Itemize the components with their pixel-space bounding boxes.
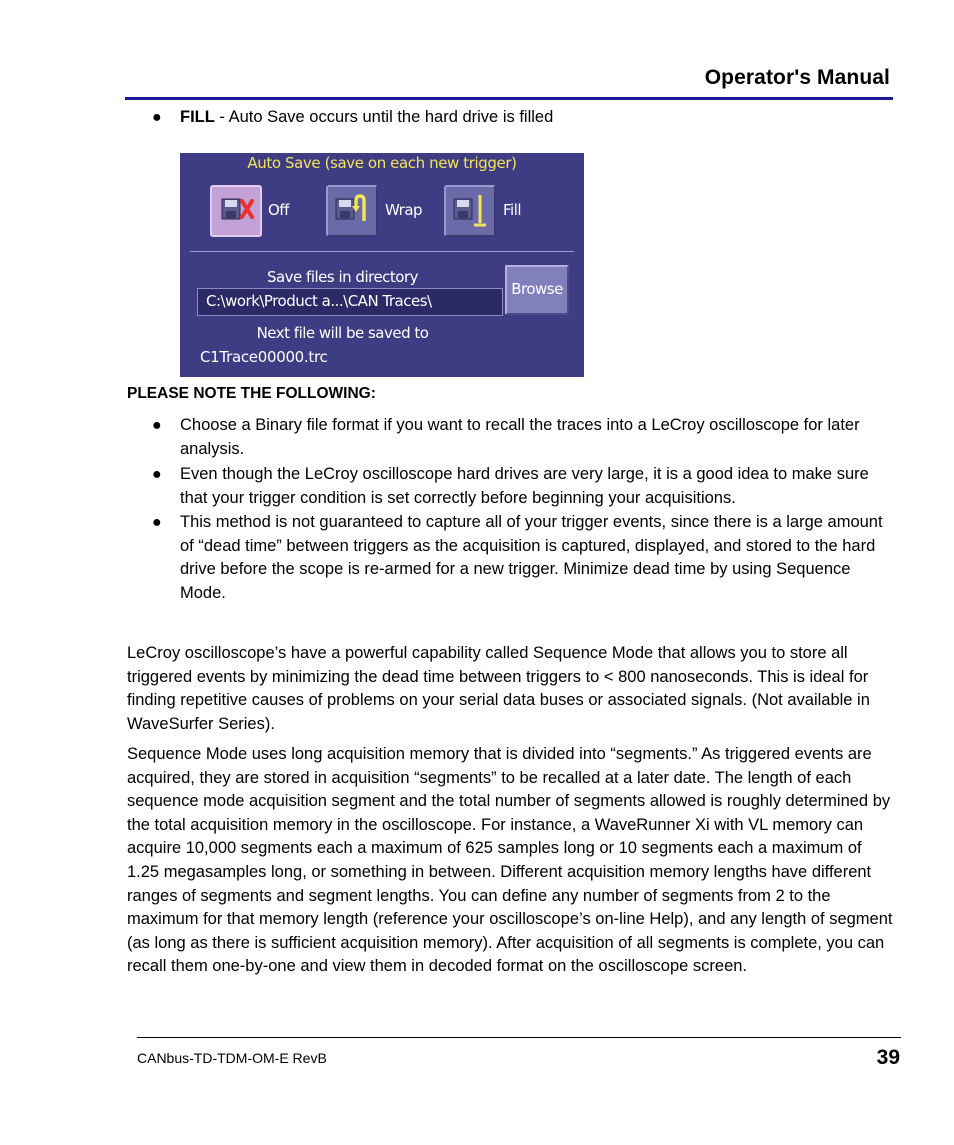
save-disk-wrap-icon	[328, 187, 376, 235]
auto-save-fill-label: Fill	[503, 201, 522, 219]
next-file-value: C1Trace00000.trc	[200, 348, 328, 366]
bullet-dot: ●	[152, 417, 162, 434]
auto-save-wrap-button[interactable]	[326, 185, 378, 237]
footer-rule	[137, 1037, 901, 1038]
header-rule	[125, 97, 893, 100]
auto-save-fill-button[interactable]	[444, 185, 496, 237]
fill-term: FILL	[180, 108, 215, 126]
header-title: Operator's Manual	[704, 66, 890, 89]
auto-save-panel	[180, 153, 584, 377]
auto-save-wrap-label: Wrap	[385, 201, 423, 219]
save-directory-label: Save files in directory	[266, 268, 419, 286]
next-file-label: Next file will be saved to	[256, 324, 429, 342]
paragraph: LeCroy oscilloscope’s have a powerful capability called Sequence Mode that allows you to store all triggered events by minimizing the dead time between triggers to < 800 nanoseconds. This is ideal for finding repetitive causes of problems on your serial data buses or associated signals. (Not available in WaveSurfer Series).	[127, 644, 870, 733]
save-directory-field[interactable]: C:\work\Product a...\CAN Traces\	[197, 288, 503, 316]
bullet-dot: ●	[152, 466, 162, 483]
save-disk-fill-icon	[446, 187, 494, 235]
page-number: 39	[876, 1046, 900, 1069]
bullet-dot: ●	[152, 514, 162, 531]
browse-button[interactable]: Browse	[505, 265, 569, 315]
note-text: Even though the LeCroy oscilloscope hard drives are very large, it is a good idea to make sure that your trigger condition is set correctly before beginning your acquisitions.	[180, 465, 869, 507]
auto-save-off-button[interactable]	[210, 185, 262, 237]
note-text: This method is not guaranteed to capture all of your trigger events, since there is a large amount of “dead time” between triggers as the acquisition is captured, displayed, and stored to the hard drive before the scope is re-armed for a new trigger. Minimize dead time by using Sequence Mode.	[180, 513, 883, 602]
note-heading: PLEASE NOTE THE FOLLOWING:	[127, 385, 376, 402]
note-text: Choose a Binary file format if you want to recall the traces into a LeCroy oscilloscope for later analysis.	[180, 416, 860, 458]
auto-save-title: Auto Save (save on each new trigger)	[247, 154, 517, 172]
paragraph: Sequence Mode uses long acquisition memory that is divided into “segments.” As triggered events are acquired, they are stored in acquisition “segments” to be recalled at a later date. The length of each sequence mode acquisition segment and the total number of segments allowed is roughly determined by the total acquisition memory in the oscilloscope. For instance, a WaveRunner Xi with VL memory can acquire 10,000 segments each a maximum of 625 samples long or 10 segments each a maximum of 1.25 megasamples long, or something in between. Different acquisition memory lengths have different ranges of segments and segment lengths. You can define any number of segments from 2 to the maximum for that memory length (reference your oscilloscope’s on-line Help), and any length of segment (as long as there is sufficient acquisition memory). After acquisition of all segments is complete, you can recall them one-by-one and view them in decoded format on the oscilloscope screen.	[127, 745, 893, 976]
auto-save-off-label: Off	[268, 201, 289, 219]
save-disk-cross-icon	[212, 187, 260, 235]
panel-divider	[190, 251, 574, 252]
bullet-text	[180, 106, 892, 130]
footer-doc-code: CANbus-TD-TDM-OM-E RevB	[137, 1050, 327, 1066]
fill-description: - Auto Save occurs until the hard drive is filled	[214, 108, 554, 126]
bullet-dot: ●	[152, 109, 162, 126]
